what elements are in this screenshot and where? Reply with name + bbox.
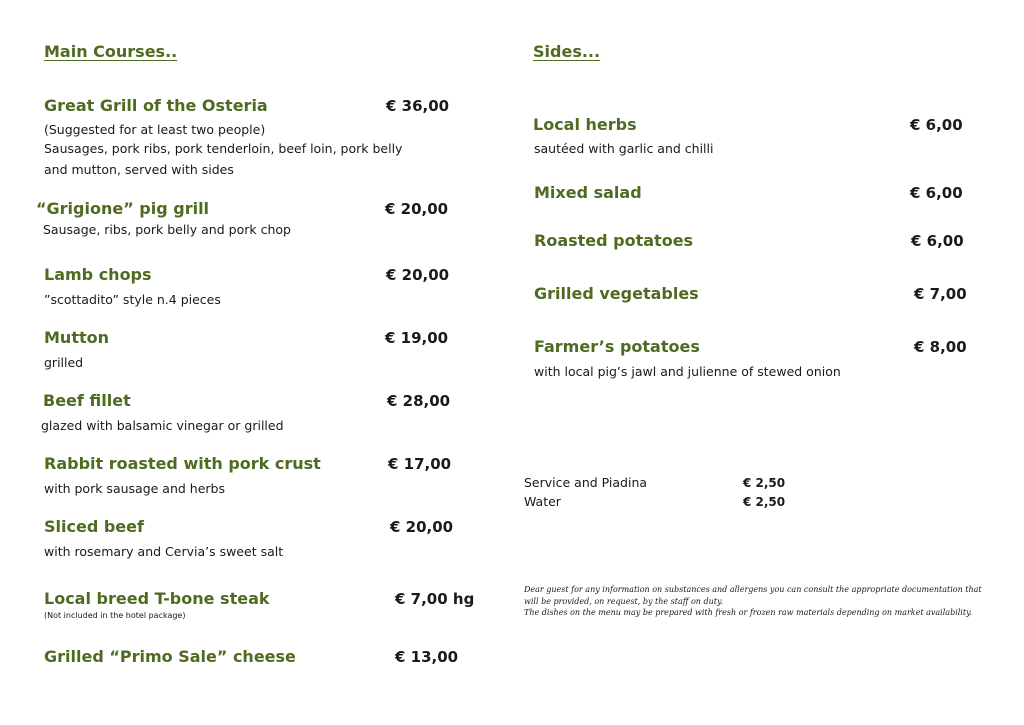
dish-description: and mutton, served with sides (44, 162, 234, 177)
extra-label: Water (524, 494, 561, 509)
dish-description: Sausage, ribs, pork belly and pork chop (43, 222, 291, 237)
dish-name: Great Grill of the Osteria (44, 96, 268, 115)
side-price: € 6,00 (911, 232, 964, 250)
dish-price: € 19,00 (385, 329, 449, 347)
side-price: € 6,00 (910, 116, 963, 134)
dish-price: € 20,00 (390, 518, 454, 536)
dish-description: ”scottadito” style n.4 pieces (44, 292, 221, 307)
side-price: € 7,00 (914, 285, 967, 303)
dish-name: Sliced beef (44, 517, 144, 536)
dish-note: (Not included in the hotel package) (44, 611, 186, 620)
dish-description: with rosemary and Cervia’s sweet salt (44, 544, 284, 559)
side-name: Farmer’s potatoes (534, 337, 700, 356)
dish-name: Local breed T-bone steak (44, 589, 270, 608)
allergen-note (524, 584, 994, 619)
dish-name: Beef fillet (43, 391, 131, 410)
dish-name: Mutton (44, 328, 109, 347)
sides-title: Sides... (533, 42, 601, 61)
dish-description: Sausages, pork ribs, pork tenderloin, beef loin, pork belly (44, 141, 403, 156)
allergen-note-line: Dear guest for any information on substances and allergens you can consult the appropriate documentation that will be provided, on request, by the staff on duty. (524, 585, 982, 606)
extra-label: Service and Piadina (524, 475, 648, 490)
dish-description: (Suggested for at least two people) (44, 122, 266, 137)
side-description: sautéed with garlic and chilli (534, 141, 714, 156)
side-name: Roasted potatoes (534, 231, 694, 250)
main-courses-title: Main Courses.. (44, 42, 178, 61)
dish-price: € 28,00 (387, 392, 451, 410)
side-name: Mixed salad (534, 183, 642, 202)
extra-price: € 2,50 (743, 476, 786, 490)
side-name: Local herbs (533, 115, 637, 134)
dish-name: Lamb chops (44, 265, 152, 284)
side-price: € 8,00 (914, 338, 967, 356)
extra-price: € 2,50 (743, 495, 786, 509)
side-description: with local pig’s jawl and julienne of stewed onion (534, 364, 841, 379)
dish-description: glazed with balsamic vinegar or grilled (41, 418, 284, 433)
raw-materials-note-line: The dishes on the menu may be prepared with fresh or frozen raw materials depending on market availability. (524, 608, 973, 617)
dish-price: € 36,00 (386, 97, 450, 115)
dish-description: grilled (44, 355, 84, 370)
dish-price: € 20,00 (386, 266, 450, 284)
dish-name: “Grigione” pig grill (36, 199, 210, 218)
dish-name: Rabbit roasted with pork crust (44, 454, 321, 473)
dish-name: Grilled “Primo Sale” cheese (44, 647, 296, 666)
dish-price: € 20,00 (385, 200, 449, 218)
side-price: € 6,00 (910, 184, 963, 202)
dish-price: € 17,00 (388, 455, 452, 473)
side-name: Grilled vegetables (534, 284, 699, 303)
dish-price: € 13,00 (395, 648, 459, 666)
dish-price: € 7,00 hg (395, 590, 475, 608)
dish-description: with pork sausage and herbs (44, 481, 225, 496)
